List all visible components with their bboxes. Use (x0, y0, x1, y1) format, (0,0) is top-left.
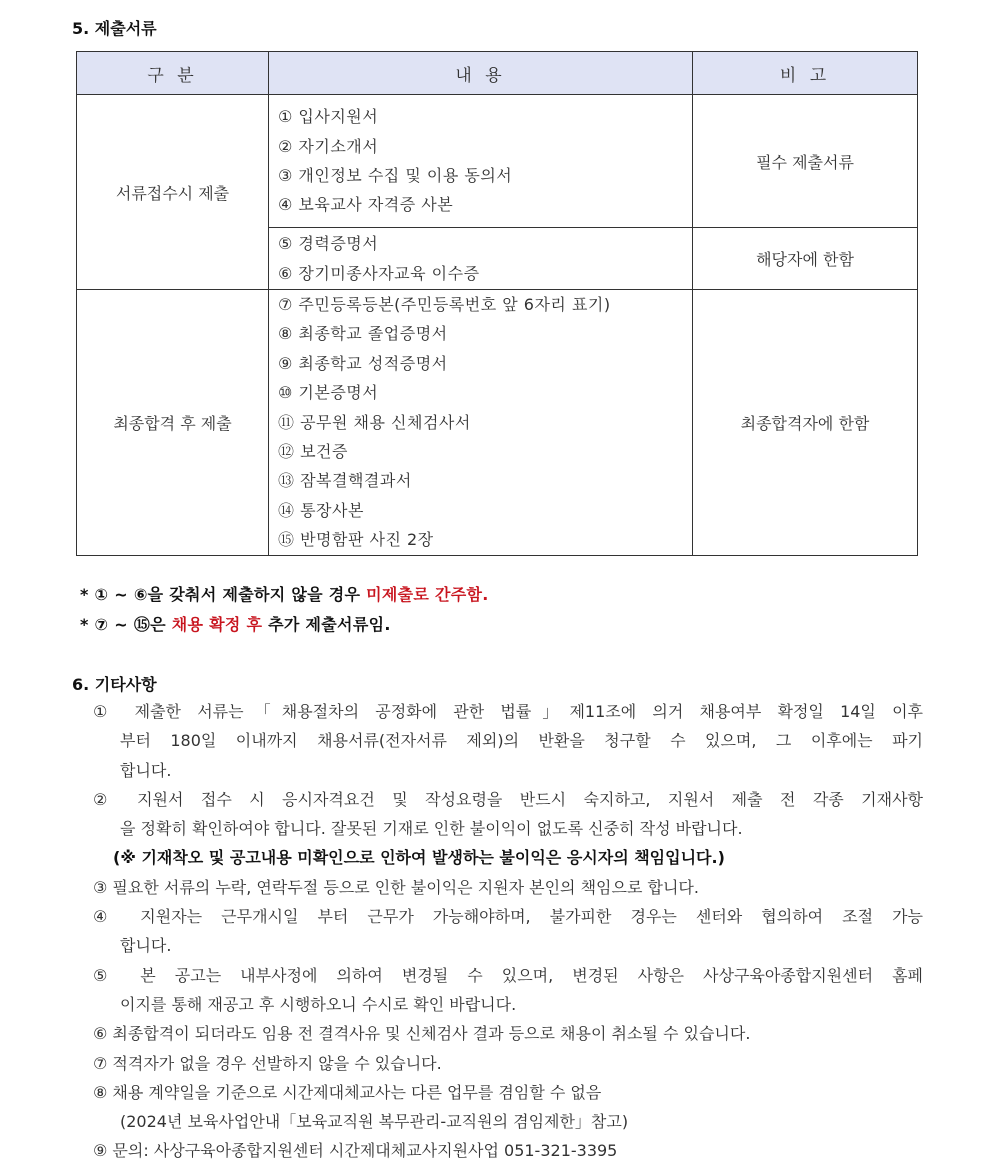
item-1-line-3: 합니다. (120, 760, 172, 780)
remark-cell: 필수 제출서류 (693, 95, 918, 228)
note-2-text-end: 추가 제출서류임. (262, 615, 391, 634)
header-category: 구 분 (77, 52, 269, 95)
item-5-line-2: 이지를 통해 재공고 후 시행하오니 수시로 확인 바랍니다. (120, 994, 517, 1014)
item-2-line-1: ② 지원서 접수 시 응시자격요건 및 작성요령을 반드시 숙지하고, 지원서 제출 전 각종 기재사항 (93, 789, 923, 809)
note-2-text: * ⑦ ~ ⑮은 (80, 615, 172, 634)
note-1-text: * ① ~ ⑥을 갖춰서 제출하지 않을 경우 (80, 585, 367, 604)
section-6-list (93, 697, 923, 1166)
note-1 (80, 582, 489, 605)
header-remark: 비 고 (693, 52, 918, 95)
section-5-title: 5. 제출서류 (72, 19, 157, 38)
documents-table (76, 51, 918, 556)
item-4-line-1: ④ 지원자는 근무개시일 부터 근무가 가능해야하며, 불가피한 경우는 센터와 협의하여 조절 가능 (93, 907, 923, 927)
list-item: ⑤ 경력증명서 (278, 234, 379, 254)
note-2-highlight: 채용 확정 후 (171, 615, 263, 634)
item-2-line-2: 을 정확히 확인하여야 합니다. 잘못된 기재로 인한 불이익이 없도록 신중히 작성 바랍니다. (120, 819, 743, 839)
table-row (77, 290, 918, 556)
item-3: ③ 필요한 서류의 누락, 연락두절 등으로 인한 불이익은 지원자 본인의 책임으로 합니다. (93, 877, 699, 897)
item-7: ⑦ 적격자가 없을 경우 선발하지 않을 수 있습니다. (93, 1053, 442, 1073)
list-item: ⑧ 최종학교 졸업증명서 (278, 324, 448, 344)
item-5-line-1: ⑤ 본 공고는 내부사정에 의하여 변경될 수 있으며, 변경된 사항은 사상구육아종합지원센터 홈페 (93, 965, 923, 985)
list-item: ⑬ 잠복결핵결과서 (278, 471, 412, 491)
header-content: 내 용 (269, 52, 693, 95)
item-9: ⑨ 문의: 사상구육아종합지원센터 시간제대체교사지원사업 051-321-3395 (93, 1141, 618, 1161)
list-item: ① 입사지원서 (278, 107, 379, 127)
item-8-line-2: (2024년 보육사업안내「보육교직원 복무관리-교직원의 겸임제한」참고) (120, 1112, 629, 1132)
table-row (77, 95, 918, 228)
item-6: ⑥ 최종합격이 되더라도 임용 전 결격사유 및 신체검사 결과 등으로 채용이 취소될 수 있습니다. (93, 1024, 751, 1044)
category-cell: 최종합격 후 제출 (77, 290, 269, 556)
remark-cell: 해당자에 한함 (693, 228, 918, 290)
list-item: ④ 보육교사 자격증 사본 (278, 195, 454, 215)
list-item: ⑨ 최종학교 성적증명서 (278, 353, 448, 373)
content-cell (269, 290, 693, 556)
list-item: ⑭ 통장사본 (278, 500, 364, 520)
content-cell (269, 228, 693, 290)
item-2-note: (※ 기재착오 및 공고내용 미확인으로 인하여 발생하는 불이익은 응시자의 책임입니다.) (113, 848, 725, 868)
note-1-highlight: 미제출로 간주함. (366, 585, 489, 604)
list-item: ③ 개인정보 수집 및 이용 동의서 (278, 166, 513, 185)
item-4-line-2: 합니다. (120, 936, 172, 956)
list-item: ⑦ 주민등록등본(주민등록번호 앞 6자리 표기) (278, 295, 611, 314)
section-6-title: 6. 기타사항 (72, 675, 157, 694)
list-item: ② 자기소개서 (278, 136, 379, 156)
item-8-line-1: ⑧ 채용 계약일을 기준으로 시간제대체교사는 다른 업무를 겸임할 수 없음 (93, 1082, 602, 1102)
list-item: ⑥ 장기미종사자교육 이수증 (278, 263, 480, 283)
list-item: ⑪ 공무원 채용 신체검사서 (278, 412, 471, 432)
content-cell (269, 95, 693, 228)
item-1-line-2: 부터 180일 이내까지 채용서류(전자서류 제외)의 반환을 청구할 수 있으며, 그 이후에는 파기 (120, 731, 923, 751)
list-item: ⑮ 반명함판 사진 2장 (278, 530, 434, 550)
list-item: ⑫ 보건증 (278, 441, 348, 461)
item-1-line-1: ① 제출한 서류는「채용절차의 공정화에 관한 법률」제11조에 의거 채용여부 확정일 14일 이후 (93, 702, 923, 721)
remark-cell: 최종합격자에 한함 (693, 290, 918, 556)
list-item: ⑩ 기본증명서 (278, 383, 379, 403)
category-cell: 서류접수시 제출 (77, 95, 269, 290)
table-header-row (77, 52, 918, 95)
note-2 (80, 612, 391, 635)
